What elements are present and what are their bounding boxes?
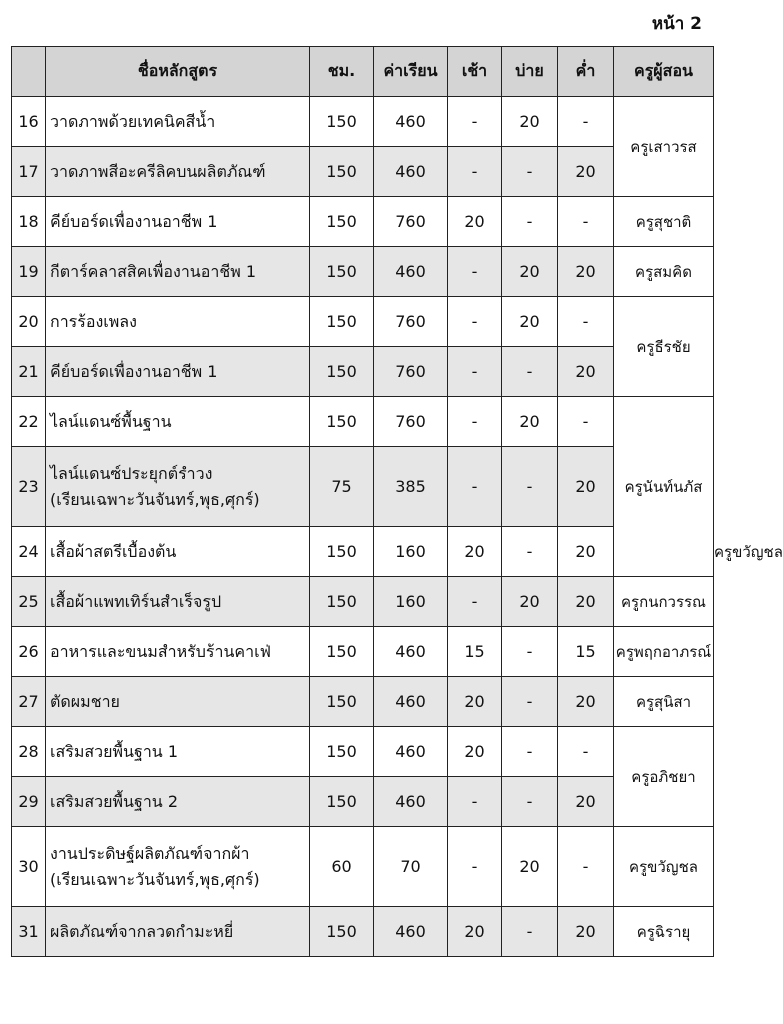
- row-number: 19: [12, 247, 46, 297]
- evening-cell: -: [558, 297, 614, 347]
- header-teacher: ครูผู้สอน: [614, 47, 714, 97]
- course-name-line: งานประดิษฐ์ผลิตภัณฑ์จากผ้า: [50, 843, 250, 863]
- fee-cell: 460: [374, 777, 448, 827]
- course-name: [46, 147, 310, 197]
- evening-cell: -: [558, 827, 614, 907]
- hours-cell: 150: [310, 97, 374, 147]
- header-fee: ค่าเรียน: [374, 47, 448, 97]
- evening-cell: 20: [558, 907, 614, 957]
- fee-cell: 460: [374, 247, 448, 297]
- evening-cell: 15: [558, 627, 614, 677]
- table-row: [12, 907, 714, 957]
- course-name-line: เสื้อผ้าสตรีเบื้องต้น: [50, 541, 177, 561]
- morning-cell: -: [448, 297, 502, 347]
- afternoon-cell: -: [502, 677, 558, 727]
- morning-cell: 20: [448, 907, 502, 957]
- table-row: [12, 147, 714, 197]
- afternoon-cell: 20: [502, 247, 558, 297]
- row-number: 29: [12, 777, 46, 827]
- hours-cell: 150: [310, 677, 374, 727]
- evening-cell: -: [558, 397, 614, 447]
- evening-cell: 20: [558, 777, 614, 827]
- fee-cell: 460: [374, 97, 448, 147]
- fee-cell: 460: [374, 907, 448, 957]
- evening-cell: -: [558, 197, 614, 247]
- course-name-line: วาดภาพด้วยเทคนิคสีน้ำ: [50, 111, 216, 131]
- afternoon-cell: -: [502, 527, 558, 577]
- fee-cell: 460: [374, 627, 448, 677]
- fee-cell: 460: [374, 677, 448, 727]
- fee-cell: 160: [374, 577, 448, 627]
- course-name: [46, 727, 310, 777]
- course-name: [46, 197, 310, 247]
- table-row: [12, 247, 714, 297]
- hours-cell: 150: [310, 297, 374, 347]
- morning-cell: -: [448, 577, 502, 627]
- teacher-cell: ครูเสาวรส: [614, 97, 714, 197]
- hours-cell: 60: [310, 827, 374, 907]
- course-name: [46, 627, 310, 677]
- morning-cell: -: [448, 447, 502, 527]
- row-number: 28: [12, 727, 46, 777]
- evening-cell: 20: [558, 147, 614, 197]
- course-name: [46, 527, 310, 577]
- course-name-line: วาดภาพสีอะครีลิคบนผลิตภัณฑ์: [50, 161, 266, 181]
- teacher-cell: ครูฉิรายุ: [614, 907, 714, 957]
- row-number: 26: [12, 627, 46, 677]
- row-number: 17: [12, 147, 46, 197]
- course-name: [46, 447, 310, 527]
- course-name-line: เสื้อผ้าแพทเทิร์นสำเร็จรูป: [50, 591, 222, 611]
- teacher-cell: ครูสมคิด: [614, 247, 714, 297]
- hours-cell: 150: [310, 347, 374, 397]
- course-name-line: ผลิตภัณฑ์จากลวดกำมะหยี่: [50, 921, 234, 941]
- hours-cell: 75: [310, 447, 374, 527]
- hours-cell: 150: [310, 627, 374, 677]
- table-row: [12, 677, 714, 727]
- table-row: [12, 827, 714, 907]
- course-name: [46, 297, 310, 347]
- evening-cell: 20: [558, 347, 614, 397]
- hours-cell: 150: [310, 577, 374, 627]
- evening-cell: 20: [558, 247, 614, 297]
- course-name: [46, 907, 310, 957]
- row-number: 18: [12, 197, 46, 247]
- fee-cell: 70: [374, 827, 448, 907]
- teacher-cell: ครูพฤกอาภรณ์: [614, 627, 714, 677]
- morning-cell: 20: [448, 727, 502, 777]
- header-hours: ชม.: [310, 47, 374, 97]
- morning-cell: -: [448, 97, 502, 147]
- afternoon-cell: -: [502, 777, 558, 827]
- afternoon-cell: -: [502, 907, 558, 957]
- table-row: [12, 447, 714, 527]
- course-name-line: คีย์บอร์ดเพื่องานอาชีพ 1: [50, 211, 218, 231]
- evening-cell: -: [558, 97, 614, 147]
- row-number: 21: [12, 347, 46, 397]
- header-index: [12, 47, 46, 97]
- course-name-line: (เรียนเฉพาะวันจันทร์,พุธ,ศุกร์): [50, 489, 260, 509]
- course-name-line: อาหารและขนมสำหรับร้านคาเฟ่: [50, 641, 271, 661]
- hours-cell: 150: [310, 397, 374, 447]
- page-number: หน้า 2: [651, 14, 702, 34]
- afternoon-cell: -: [502, 147, 558, 197]
- morning-cell: -: [448, 777, 502, 827]
- fee-cell: 760: [374, 397, 448, 447]
- afternoon-cell: -: [502, 727, 558, 777]
- header-course-name: ชื่อหลักสูตร: [46, 47, 310, 97]
- teacher-cell: ครูนันท์นภัส: [614, 397, 714, 577]
- evening-cell: 20: [558, 677, 614, 727]
- header-morning: เช้า: [448, 47, 502, 97]
- morning-cell: 15: [448, 627, 502, 677]
- course-name: [46, 577, 310, 627]
- hours-cell: 150: [310, 247, 374, 297]
- fee-cell: 460: [374, 727, 448, 777]
- hours-cell: 150: [310, 147, 374, 197]
- header-evening: ค่ำ: [558, 47, 614, 97]
- evening-cell: 20: [558, 447, 614, 527]
- course-name: [46, 97, 310, 147]
- teacher-cell: ครูอภิชยา: [614, 727, 714, 827]
- course-name-line: (เรียนเฉพาะวันจันทร์,พุธ,ศุกร์): [50, 869, 260, 889]
- course-name: [46, 777, 310, 827]
- afternoon-cell: -: [502, 197, 558, 247]
- teacher-cell: ครูสุนิสา: [614, 677, 714, 727]
- row-number: 22: [12, 397, 46, 447]
- fee-cell: 160: [374, 527, 448, 577]
- course-name: [46, 347, 310, 397]
- table-header-row: [12, 47, 714, 97]
- afternoon-cell: 20: [502, 297, 558, 347]
- course-name: [46, 677, 310, 727]
- table-row: [12, 777, 714, 827]
- afternoon-cell: -: [502, 447, 558, 527]
- fee-cell: 760: [374, 197, 448, 247]
- table-row: [12, 727, 714, 777]
- evening-cell: -: [558, 727, 614, 777]
- row-number: 16: [12, 97, 46, 147]
- morning-cell: 20: [448, 527, 502, 577]
- hours-cell: 150: [310, 907, 374, 957]
- course-name-line: กีตาร์คลาสสิคเพื่องานอาชีพ 1: [50, 261, 257, 281]
- fee-cell: 760: [374, 347, 448, 397]
- afternoon-cell: -: [502, 347, 558, 397]
- morning-cell: -: [448, 247, 502, 297]
- table-row: 24 เสื้อผ้าสตรีเบื้องต้น 150 160 20 - 20 ครูขวัญชล: [12, 527, 714, 577]
- fee-cell: 385: [374, 447, 448, 527]
- header-afternoon: บ่าย: [502, 47, 558, 97]
- course-name-line: การร้องเพลง: [50, 311, 137, 331]
- table-row: [12, 347, 714, 397]
- teacher-cell: ครูกนกวรรณ: [614, 577, 714, 627]
- hours-cell: 150: [310, 777, 374, 827]
- course-schedule-table: [11, 46, 783, 957]
- morning-cell: -: [448, 397, 502, 447]
- course-name-line: คีย์บอร์ดเพื่องานอาชีพ 1: [50, 361, 218, 381]
- row-number: 23: [12, 447, 46, 527]
- course-name-line: ไลน์แดนซ์ประยุกต์รำวง: [50, 463, 213, 483]
- row-number: 31: [12, 907, 46, 957]
- row-number: 24: [12, 527, 46, 577]
- afternoon-cell: 20: [502, 577, 558, 627]
- hours-cell: 150: [310, 527, 374, 577]
- evening-cell: 20: [558, 577, 614, 627]
- course-name: [46, 397, 310, 447]
- teacher-cell: ครูธีรชัย: [614, 297, 714, 397]
- row-number: 27: [12, 677, 46, 727]
- hours-cell: 150: [310, 197, 374, 247]
- course-name-line: เสริมสวยพื้นฐาน 2: [50, 791, 178, 811]
- course-name: [46, 247, 310, 297]
- afternoon-cell: 20: [502, 827, 558, 907]
- morning-cell: -: [448, 147, 502, 197]
- table-row: [12, 627, 714, 677]
- afternoon-cell: 20: [502, 97, 558, 147]
- table-row: [12, 297, 714, 347]
- teacher-cell: ครูขวัญชล: [614, 827, 714, 907]
- morning-cell: 20: [448, 197, 502, 247]
- course-name-line: ไลน์แดนซ์พื้นฐาน: [50, 411, 172, 431]
- table-row: [12, 577, 714, 627]
- evening-cell: 20: [558, 527, 614, 577]
- teacher-cell: ครูสุชาติ: [614, 197, 714, 247]
- row-number: 25: [12, 577, 46, 627]
- fee-cell: 460: [374, 147, 448, 197]
- course-name-line: เสริมสวยพื้นฐาน 1: [50, 741, 178, 761]
- fee-cell: 760: [374, 297, 448, 347]
- afternoon-cell: 20: [502, 397, 558, 447]
- morning-cell: -: [448, 827, 502, 907]
- row-number: 30: [12, 827, 46, 907]
- table-row: [12, 397, 714, 447]
- morning-cell: -: [448, 347, 502, 397]
- table-row: [12, 97, 714, 147]
- morning-cell: 20: [448, 677, 502, 727]
- course-name-line: ตัดผมชาย: [50, 691, 120, 711]
- table-row: [12, 197, 714, 247]
- afternoon-cell: -: [502, 627, 558, 677]
- row-number: 20: [12, 297, 46, 347]
- course-name: [46, 827, 310, 907]
- hours-cell: 150: [310, 727, 374, 777]
